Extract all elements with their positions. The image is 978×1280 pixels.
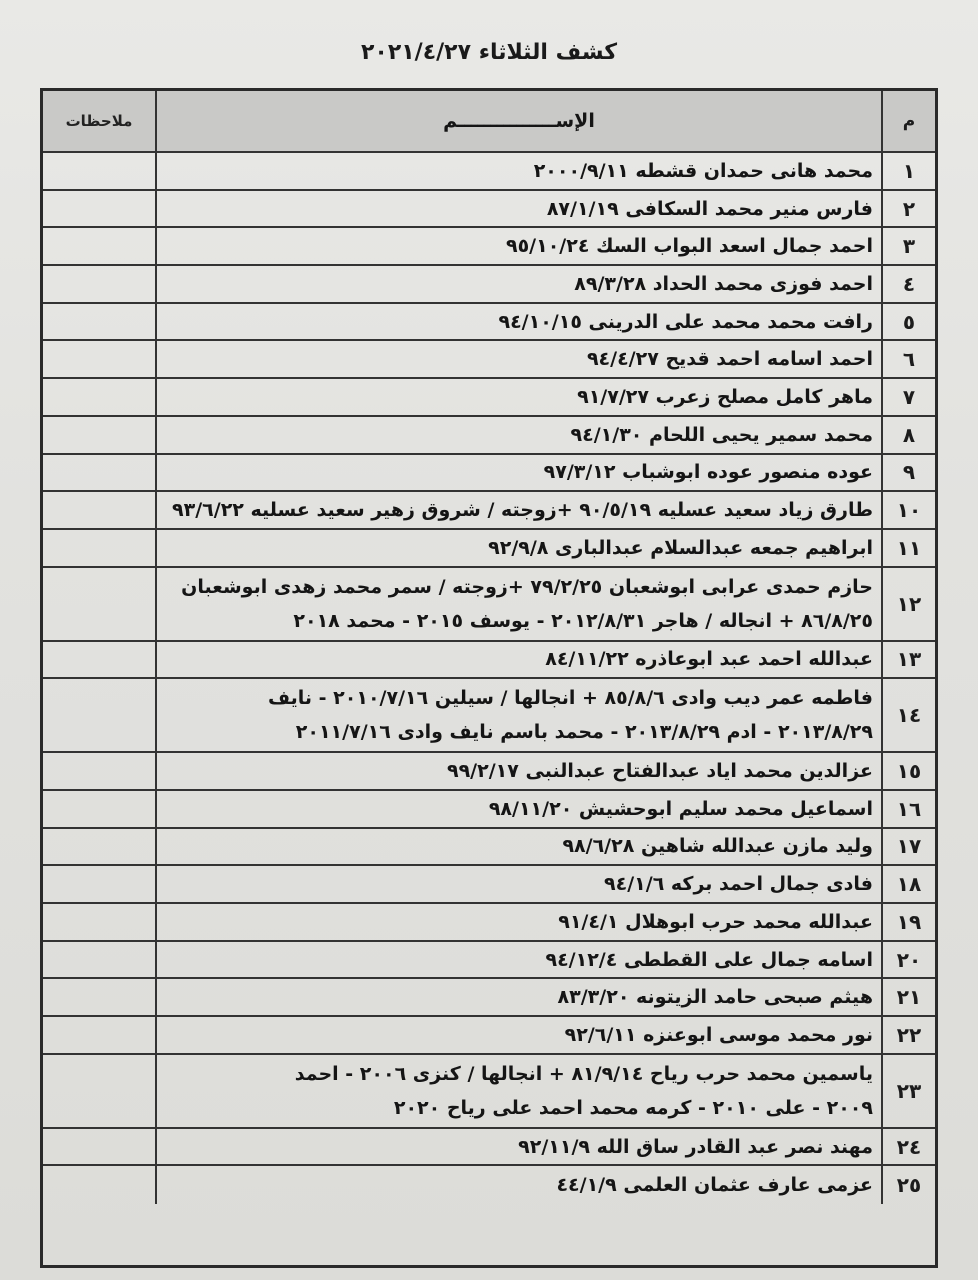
row-name	[155, 341, 881, 377]
table-row	[43, 417, 935, 455]
table-row	[43, 866, 935, 904]
table-row	[43, 904, 935, 942]
row-name	[155, 679, 881, 751]
table-row	[43, 530, 935, 568]
row-notes	[43, 1129, 155, 1165]
row-name	[155, 1017, 881, 1053]
row-name	[155, 829, 881, 865]
header-notes: ملاحظات	[43, 91, 155, 151]
row-name	[155, 304, 881, 340]
row-notes	[43, 979, 155, 1015]
row-notes	[43, 455, 155, 491]
row-notes	[43, 753, 155, 789]
row-name-line: عبدالله محمد حرب ابوهلال ٩١/٤/١	[558, 910, 873, 933]
table-row	[43, 1055, 935, 1129]
table-row	[43, 191, 935, 229]
table-row	[43, 679, 935, 753]
row-number: ١٠	[881, 492, 935, 528]
row-name	[155, 791, 881, 827]
row-notes	[43, 866, 155, 902]
table-row	[43, 266, 935, 304]
row-number: ٢	[881, 191, 935, 227]
row-name-line: حازم حمدى عرابى ابوشعبان ٧٩/٢/٢٥ +زوجته / سمر محمد زهدى ابوشعبان	[181, 575, 873, 598]
row-notes	[43, 492, 155, 528]
row-number: ١٤	[881, 679, 935, 751]
row-name-line: احمد فوزى محمد الحداد ٨٩/٣/٢٨	[574, 272, 873, 295]
row-name-line: عزمى عارف عثمان العلمى ٤٤/١/٩	[556, 1174, 873, 1197]
row-notes	[43, 904, 155, 940]
row-name	[155, 942, 881, 978]
names-table	[40, 88, 938, 1268]
row-name-line: ياسمين محمد حرب رياح ٨١/٩/١٤ + انجالها / كنزى ٢٠٠٦ - احمد	[294, 1062, 873, 1085]
row-name-line: ماهر كامل مصلح زعرب ٩١/٧/٢٧	[577, 385, 873, 408]
row-notes	[43, 568, 155, 640]
row-number: ٩	[881, 455, 935, 491]
row-number: ١٦	[881, 791, 935, 827]
row-name	[155, 530, 881, 566]
row-name-line: هيثم صبحى حامد الزيتونه ٨٣/٣/٢٠	[557, 986, 873, 1009]
row-number: ٨	[881, 417, 935, 453]
row-notes	[43, 942, 155, 978]
row-notes	[43, 153, 155, 189]
row-number: ٦	[881, 341, 935, 377]
row-number: ١٢	[881, 568, 935, 640]
row-name-line: طارق زياد سعيد عسليه ٩٠/٥/١٩ +زوجته / شروق زهير سعيد عسليه ٩٣/٦/٢٢	[172, 499, 873, 522]
row-name	[155, 753, 881, 789]
row-name-line: محمد سمير يحيى اللحام ٩٤/١/٣٠	[570, 423, 873, 446]
row-notes	[43, 304, 155, 340]
row-number: ١١	[881, 530, 935, 566]
document-title: كشف الثلاثاء ٢٠٢١/٤/٢٧	[360, 40, 618, 65]
row-notes	[43, 191, 155, 227]
table-row	[43, 1166, 935, 1204]
row-name-line: محمد هانى حمدان قشطه ٢٠٠٠/٩/١١	[533, 159, 873, 182]
row-number: ٢٢	[881, 1017, 935, 1053]
row-number: ٢٠	[881, 942, 935, 978]
row-name-line: ابراهيم جمعه عبدالسلام عبدالبارى ٩٢/٩/٨	[488, 536, 873, 559]
row-number: ٢٣	[881, 1055, 935, 1127]
row-number: ٢٥	[881, 1166, 935, 1204]
row-number: ١٧	[881, 829, 935, 865]
row-name	[155, 979, 881, 1015]
table-row	[43, 753, 935, 791]
header-number: م	[881, 91, 935, 151]
table-header-row	[43, 91, 935, 153]
row-name-line: احمد اسامه احمد قديح ٩٤/٤/٢٧	[586, 348, 873, 371]
row-name-line: فارس منير محمد السكافى ٨٧/١/١٩	[546, 197, 873, 220]
row-number: ٢١	[881, 979, 935, 1015]
row-number: ١	[881, 153, 935, 189]
row-number: ٢٤	[881, 1129, 935, 1165]
row-name	[155, 455, 881, 491]
row-name-line: فادى جمال احمد بركه ٩٤/١/٦	[604, 873, 873, 896]
row-name	[155, 417, 881, 453]
row-name	[155, 642, 881, 678]
row-number: ٥	[881, 304, 935, 340]
table-row	[43, 228, 935, 266]
table-row	[43, 153, 935, 191]
table-row	[43, 979, 935, 1017]
row-name-line: ٢٠٠٩ - على ٢٠١٠ - كرمه محمد احمد على رياح ٢٠٢٠	[393, 1096, 873, 1119]
row-name-line: احمد جمال اسعد البواب السك ٩٥/١٠/٢٤	[505, 235, 873, 258]
table-row	[43, 1129, 935, 1167]
row-name-line: اسماعيل محمد سليم ابوحشيش ٩٨/١١/٢٠	[488, 797, 873, 820]
row-notes	[43, 417, 155, 453]
table-row	[43, 492, 935, 530]
row-name	[155, 266, 881, 302]
header-name: الإســـــــــــــــم	[155, 91, 881, 151]
row-number: ١٣	[881, 642, 935, 678]
table-row	[43, 455, 935, 493]
row-name-line: مهند نصر عبد القادر ساق الله ٩٢/١١/٩	[518, 1135, 873, 1158]
table-body	[43, 153, 935, 1204]
row-notes	[43, 791, 155, 827]
row-name	[155, 568, 881, 640]
table-row	[43, 791, 935, 829]
row-name	[155, 492, 881, 528]
row-notes	[43, 1017, 155, 1053]
row-name	[155, 1055, 881, 1127]
row-name	[155, 1166, 881, 1204]
row-number: ١٥	[881, 753, 935, 789]
row-notes	[43, 829, 155, 865]
row-notes	[43, 642, 155, 678]
row-name-line: عزالدين محمد اياد عبدالفتاح عبدالنبى ٩٩/٢/١٧	[446, 760, 873, 783]
row-name-line: فاطمه عمر ديب وادى ٨٥/٨/٦ + انجالها / سيلين ٢٠١٠/٧/١٦ - نايف	[268, 687, 873, 710]
row-notes	[43, 1055, 155, 1127]
row-name	[155, 191, 881, 227]
table-row	[43, 829, 935, 867]
row-notes	[43, 228, 155, 264]
row-number: ١٨	[881, 866, 935, 902]
row-number: ١٩	[881, 904, 935, 940]
table-row	[43, 379, 935, 417]
row-name-line: وليد مازن عبدالله شاهين ٩٨/٦/٢٨	[562, 835, 873, 858]
row-name	[155, 153, 881, 189]
row-name-line: ٨٦/٨/٢٥ + انجاله / هاجر ٢٠١٢/٨/٣١ - يوسف ٢٠١٥ - محمد ٢٠١٨	[293, 609, 873, 632]
table-row	[43, 642, 935, 680]
table-row	[43, 568, 935, 642]
row-name-line: ٢٠١٣/٨/٢٩ - ادم ٢٠١٣/٨/٢٩ - محمد باسم نايف وادى ٢٠١١/٧/١٦	[295, 721, 873, 744]
row-name	[155, 866, 881, 902]
table-row	[43, 1017, 935, 1055]
row-name-line: عوده منصور عوده ابوشباب ٩٧/٣/١٢	[543, 461, 873, 484]
row-number: ٤	[881, 266, 935, 302]
row-name-line: اسامه جمال على القططى ٩٤/١٢/٤	[545, 948, 873, 971]
row-name-line: رافت محمد محمد على الدرينى ٩٤/١٠/١٥	[498, 310, 873, 333]
row-notes	[43, 679, 155, 751]
row-number: ٧	[881, 379, 935, 415]
row-notes	[43, 530, 155, 566]
row-name	[155, 379, 881, 415]
row-name	[155, 228, 881, 264]
row-name-line: نور محمد موسى ابوعنزه ٩٢/٦/١١	[564, 1023, 873, 1046]
row-number: ٣	[881, 228, 935, 264]
row-notes	[43, 1166, 155, 1204]
row-notes	[43, 379, 155, 415]
row-name	[155, 1129, 881, 1165]
row-notes	[43, 341, 155, 377]
table-row	[43, 304, 935, 342]
table-row	[43, 942, 935, 980]
table-row	[43, 341, 935, 379]
row-name-line: عبدالله احمد عبد ابوعاذره ٨٤/١١/٢٢	[545, 648, 873, 671]
row-notes	[43, 266, 155, 302]
row-name	[155, 904, 881, 940]
